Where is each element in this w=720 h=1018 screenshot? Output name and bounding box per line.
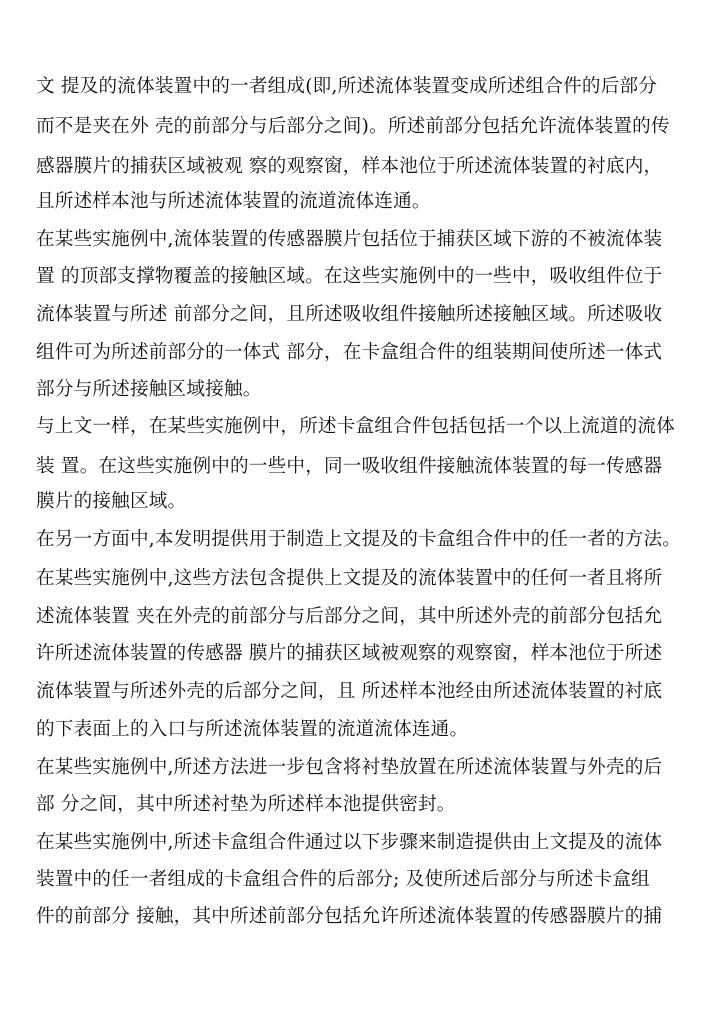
text-line: 装置中的任一者组成的卡盒组合件的后部分; 及使所述后部分与所述卡盒组 [36,869,650,890]
text-line: 装 置。在这些实施例中的一些中，同一吸收组件接触流体装置的每一传感器 [36,456,663,477]
text-line: 在某些实施例中,所述卡盒组合件通过以下步骤来制造提供由上文提及的流体 [36,832,663,853]
text-line: 而不是夹在外 壳的前部分与后部分之间)。所述前部分包括允许流体装置的传 [36,116,670,137]
text-line: 组件可为所述前部分的一体式 部分，在卡盒组合件的组装期间使所述一体式 [36,342,663,363]
text-line: 流体装置与所述 前部分之间，且所述吸收组件接触所述接触区域。所述吸收 [36,304,663,325]
text-line: 在某些实施例中,所述方法进一步包含将衬垫放置在所述流体装置与外壳的后 [36,757,663,778]
text-line: 在某些实施例中,这些方法包含提供上文提及的流体装置中的任何一者且将所 [36,568,663,589]
text-line: 在某些实施例中,流体装置的传感器膜片包括位于捕获区域下游的不被流体装 [36,229,663,250]
text-line: 且所述样本池与所述流体装置的流道流体连通。 [36,191,431,212]
text-line: 部 分之间，其中所述衬垫为所述样本池提供密封。 [36,794,456,815]
text-line: 在另一方面中,本发明提供用于制造上文提及的卡盒组合件中的任一者的方法。 [36,529,682,550]
text-line: 许所述流体装置的传感器 膜片的捕获区域被观察的观察窗，样本池位于所述 [36,643,663,664]
text-line: 与上文一样，在某些实施例中，所述卡盒组合件包括包括一个以上流道的流体 [36,416,675,437]
text-line: 的下表面上的入口与所述流体装置的流道流体连通。 [36,719,469,740]
text-line: 件的前部分 接触，其中所述前部分包括允许所述流体装置的传感器膜片的捕 [36,906,663,927]
text-line: 置 的顶部支撑物覆盖的接触区域。在这些实施例中的一些中，吸收组件位于 [36,266,663,287]
text-line: 部分与所述接触区域接触。 [36,379,262,400]
text-line: 流体装置与所述外壳的后部分之间，且 所述样本池经由所述流体装置的衬底 [36,681,663,702]
text-line: 述流体装置 夹在外壳的前部分与后部分之间，其中所述外壳的前部分包括允 [36,606,663,627]
text-line: 文 提及的流体装置中的一者组成(即,所述流体装置变成所述组合件的后部分 [36,76,658,97]
text-line: 感器膜片的捕获区域被观 察的观察窗，样本池位于所述流体装置的衬底内， [36,156,663,177]
text-line: 膜片的接触区域。 [36,491,187,512]
